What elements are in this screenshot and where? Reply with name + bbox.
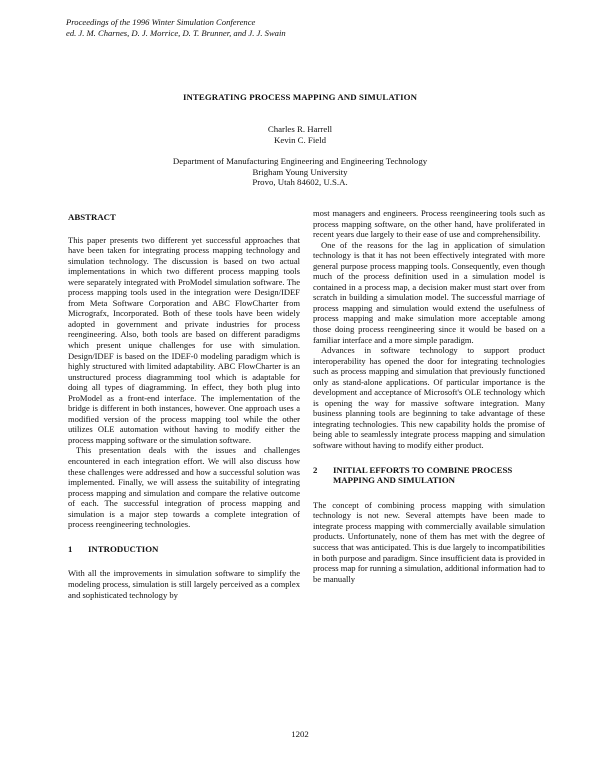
section-2-heading <box>313 465 545 486</box>
section-1-title: INTRODUCTION <box>88 543 159 554</box>
section-2-title: INITIAL EFFORTS TO COMBINE PROCESS MAPPING AND SIMULATION <box>333 464 513 486</box>
intro-paragraph: Advances in software technology to support product interoperability has opened the door for integrating technologies such as process mapping and simulation that previously functioned only as stand-alone applications. Of particular importance is the development and acceptance of Microsoft's OLE technology which is opening the way for massive software integration. Many business planning tools are beginning to take advantage of these integrating technologies. This new capability holds the promise of being able to seamlessly integrate process mapping and simulation software without having to modify either product. <box>313 345 545 451</box>
section-1-number: 1 <box>68 543 73 554</box>
paper-title: INTEGRATING PROCESS MAPPING AND SIMULATION <box>182 92 418 102</box>
intro-paragraph: One of the reasons for the lag in application of simulation technology is that it has not been effectively integrated with more general purpose process mapping tools. Consequently, even though much of the process definition used in a simulation model is contained in a process map, a decision maker must start over from scratch in building a simulation model. The successful marriage of process mapping and simulation would extend the usefulness of process mapping and make simulation more acceptable among those doing process reengineering since it would be based on a familiar interface and a more simple paradigm. <box>313 239 545 345</box>
abstract-heading: ABSTRACT <box>68 212 116 222</box>
affiliation-university: Brigham Young University <box>252 166 348 177</box>
right-column <box>313 208 545 584</box>
intro-paragraph: most managers and engineers. Process reengineering tools such as process mapping software, on the other hand, have proliferated in recent years due largely to their ease of use and comprehensibility. <box>313 208 545 240</box>
proceedings-line-1: Proceedings of the 1996 Winter Simulation Conference <box>66 17 256 27</box>
page-number: 1202 <box>291 729 309 739</box>
affiliation <box>0 156 600 188</box>
left-column <box>68 212 300 600</box>
author-2: Kevin C. Field <box>273 134 327 145</box>
authors <box>0 124 600 145</box>
abstract-paragraph: This presentation deals with the issues and challenges encountered in each integration effort. We will also discuss how these challenges were addressed and how a successful solution was implemented. Finally, we will assess the suitability of integrating process mapping and simulation and compare the relative outcome of each. The successful integration of process mapping and simulation is a major step towards a complete integration of process reengineering technologies. <box>68 445 300 530</box>
section-1-heading <box>68 544 300 555</box>
section-2-number: 2 <box>313 464 318 475</box>
affiliation-location: Provo, Utah 84602, U.S.A. <box>252 177 348 188</box>
proceedings-line-2: ed. J. M. Charnes, D. J. Morrice, D. T. Brunner, and J. J. Swain <box>66 28 286 38</box>
author-1: Charles R. Harrell <box>267 124 333 134</box>
affiliation-department: Department of Manufacturing Engineering and Engineering Technology <box>172 156 428 166</box>
abstract-paragraph: This paper presents two different yet successful approaches that have been taken for integrating process mapping technology and simulation technology. The discussion is based on two actual implementations in which two different process mapping tools were separately integrated with ProModel simulation software. The process mapping tools used in the integration were Design/IDEF from Meta Software Corporation and ABC FlowCharter from Micrografx, Incorporated. Both of these tools have been widely adopted in government and private industries for process reengineering. Also, both tools are based on different paradigms which present unique challenges for use with simulation. Design/IDEF is based on the IDEF-0 modeling paradigm which is highly structured with limited adaptability. ABC FlowCharter is an unstructured process diagramming tool which is adaptable for doing all types of diagramming. In effect, they both plug into ProModel as a front-end interface. The implementation of the bridge is different in both instances, however. One approach uses a modified version of the process mapping tool while the other utilizes OLE automation without having to modify either the process mapping software or the simulation software. <box>68 234 300 445</box>
section-2-paragraph: The concept of combining process mapping with simulation technology is not new. Several attempts have been made to integrate process mapping with commercially available simulation products. Unfortunately, none of them has met with the degree of success that was anticipated. This is due largely to incompatibilities in both purpose and paradigm. Since insufficient data is provided in process map for running a simulation, additional information had to be manually <box>313 499 545 584</box>
proceedings-header <box>66 17 286 39</box>
section-1-paragraph: With all the improvements in simulation software to simplify the modeling process, simulation is still largely perceived as a complex and sophisticated technology by <box>68 568 300 600</box>
